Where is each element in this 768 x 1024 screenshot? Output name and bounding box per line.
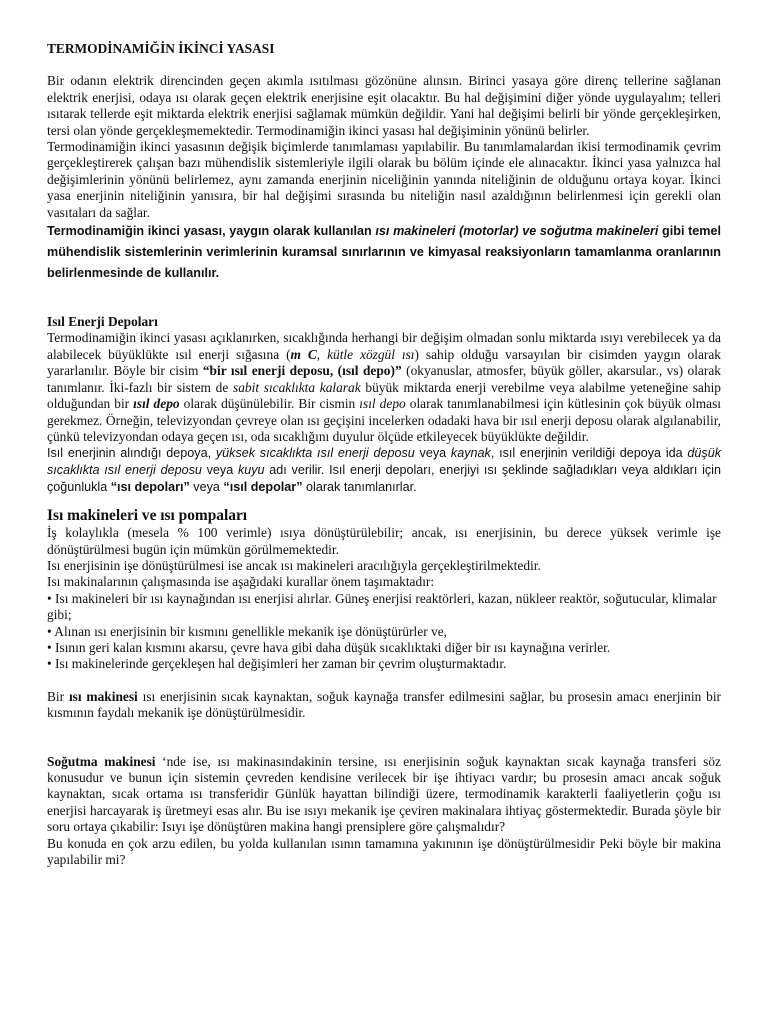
heat-engines-paragraph-3: Isı makinalarının çalışmasında ise aşağıdaki kurallar önem taşımaktadır: [47,574,435,590]
list-item: • Isı makineleri bir ısı kaynağından ısı enerjisi alırlar. Güneş enerjisi reaktörleri, kazan, nükleer reaktör, soğutucular, klimalar gibi; [47,590,717,623]
intro-paragraph-3: Termodinamiğin ikinci yasası, yaygın olarak kullanılan ısı makineleri (motorlar) ve soğutma makineleri gibi temel mühendislik sistemlerinin verimlerinin kuramsal sınırlarının ve kimyasal reaksiyonların tamamlanma oranlarının belirlenmesinde de kullanılır. [47,224,722,281]
thermal-reservoirs-paragraph-2: Isıl enerjinin alındığı depoya, yüksek sıcaklıkta ısıl enerji deposu veya kaynak, ısıl enerjinin verildiği depoya ida düşük sıcaklıkta ısıl enerji deposu veya kuyu adı verilir. Isıl enerji depoları, enerjiyi ısı şeklinde sağladıkları veya aldıkları için çoğunlukla “ısı depoları” veya “ısıl depolar” olarak tanımlanırlar. [47,446,721,494]
closing-paragraph: Bu konuda en çok arzu edilen, bu yolda kullanılan ısının tamamına yakınının işe dönüştürülmesidir Peki böyle bir makina yapılabilir mi? [47,835,721,867]
document-page [47,41,721,868]
list-item: • Alınan ısı enerjisinin bir kısmını genellikle mekanik işe dönüştürürler ve, [47,623,448,639]
heat-engines-paragraph-1: İş kolaylıkla (mesela % 100 verimle) ısıya dönüştürülebilir; ancak, ısı enerjisinin, bu derece yüksek verimle işe dönüştürülmesi bugün için mümkün görülmemektedir. [47,525,721,557]
refrigerator-paragraph: Soğutma makinesi ‘nde ise, ısı makinasındakinin tersine, ısı enerjisinin soğuk kaynaktan sıcak kaynağa transferi söz konusudur ve bunun için sistemin çevreden kendisine verilecek bir işe ihtiyacı vardır; bu prosesin amacı ancak soğuk kaynaktan, sıcak ortama ısı transferidir Günlük hayattan bilindiği üzere, termodinamik karakterli faaliyetlerin çoğu ısı enerjisi harcayarak iş üretmeyi esas alır. Bu ise ısıyı mekanik işe çeviren makinalara ihtiyaç göstermektedir. Burada şöyle bir soru ortaya çıkabilir: Isıyı işe dönüştüren makina hangi prensiplere göre çalışmalıdır? [47,753,721,835]
intro-paragraph-2: Termodinamiğin ikinci yasasının değişik biçimlerde tanımlaması yapılabilir. Bu tanımlamalardan ikisi termodinamik çevrim gerçekleştirerek çalışan bazı mühendislik sistemleriyle ilgili olarak bu bölüm içinde ele alınacaktır. İkinci yasa yalnızca hal değişimlerinin yönünü belirlemez, aynı zamanda enerjinin niceliğinin yanında niteliğinin de olduğunu ortaya koyar. İkinci yasa enerjinin niteliğinin yanısıra, bir hal değişimi sırasında bu niteliğin nasıl azaldığının belirlenmesi için gerekli olan vasıtaları da sağlar. [47,139,721,220]
document-title: TERMODİNAMİĞİN İKİNCİ YASASI [47,41,275,56]
section-heading-heat-engines: Isı makineleri ve ısı pompaları [47,507,248,525]
heat-engine-rules-list [47,591,721,673]
list-item: • Isının geri kalan kısmını akarsu, çevre hava gibi daha düşük sıcaklıktaki diğer bir ısı kaynağına verirler. [47,639,611,655]
heat-engine-definition-paragraph: Bir ısı makinesi ısı enerjisinin sıcak kaynaktan, soğuk kaynağa transfer edilmesini sağlar, bu prosesin amacı enerjinin bir kısmının faydalı mekanik işe dönüştürülmesidir. [47,688,722,721]
intro-paragraph-1: Bir odanın elektrik direncinden geçen akımla ısıtılması gözönüne alınsın. Birinci yasaya göre direnç tellerine sağlanan elektrik enerjisi, odaya ısı olarak geçen elektrik enerjisine eşit olacaktır. Bu hal değişimini diğer yönde uygulayalım; telleri ısıtarak tellerde eşit miktarda elektrik enerjisi sağlamak mümkün değildir. Yani hal değişimi belirli bir yönde gerçekleşirken, tersi olan yönde gerçekleşmemektedir. Termodinamiğin ikinci yasası hal değişiminin yönünü belirler. [47,73,721,138]
section-heading-thermal-reservoirs: Isıl Enerji Depoları [47,314,158,330]
heat-engines-paragraph-2: Isı enerjisinin işe dönüştürülmesi ise ancak ısı makineleri aracılığıyla gerçekleştirilmektedir. [47,557,541,573]
list-item: • Isı makinelerinde gerçekleşen hal değişimleri her zaman bir çevrim oluşturmaktadır. [47,656,507,672]
thermal-reservoirs-paragraph-1: Termodinamiğin ikinci yasası açıklanırken, sıcaklığında herhangi bir değişim olmadan sonlu miktarda ısıyı verebilecek ya da alabilecek büyüklükte ısıl enerji sığasına (m C, kütle xözgül ısı) sahip olduğu varsayılan bir cisimden yaygın olarak yararlanılır. Böyle bir cisim “bir ısıl enerji deposu, (ısıl depo)” (okyanuslar, atmosfer, büyük göller, akarsular., vs) olarak tanımlanır. İki-fazlı bir sistem de sabit sıcaklıkta kalarak büyük miktarda enerji verebilme veya alabilme yeteneğine sahip olduğundan bir ısıl depo olarak düşünülebilir. Bir cismin ısıl depo olarak tanımlanabilmesi için kütlesinin çok büyük olması gerekmez. Örneğin, televizyondan çevreye olan ısı geçişini incelerken odadaki hava bir ısıl enerji deposu olarak algılanabilir, çünkü televizyondan odaya geçen ısı, oda sıcaklığını duyulur ölçüde etkileyecek büyüklükte değildir. [47,330,722,444]
